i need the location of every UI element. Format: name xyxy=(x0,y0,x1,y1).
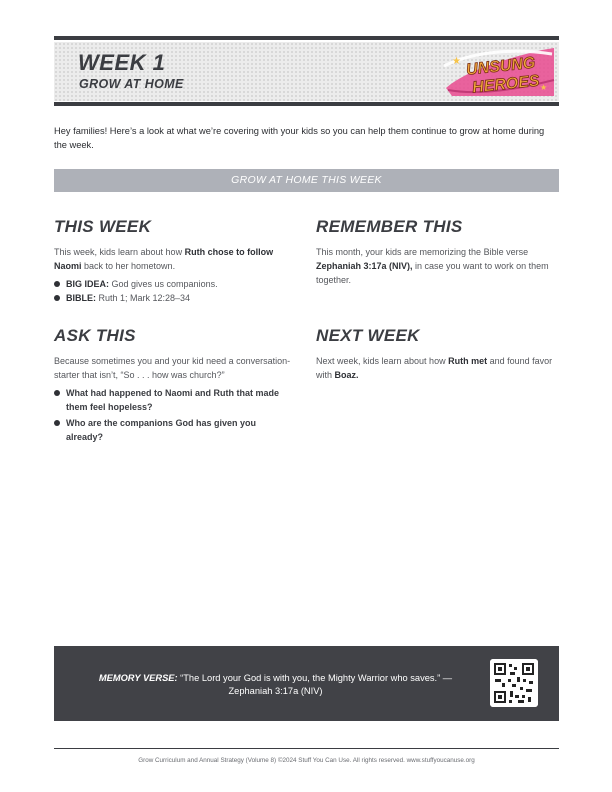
this-week-section xyxy=(54,217,294,305)
svg-text:★: ★ xyxy=(540,83,548,92)
ask-this-questions xyxy=(54,386,294,444)
svg-text:HEROES: HEROES xyxy=(471,72,541,97)
footer-text: Grow Curriculum and Annual Strategy (Volume 8) ©2024 Stuff You Can Use. All rights reserved. www.stuffyoucanuse.org xyxy=(138,757,475,764)
qr-code-icon[interactable] xyxy=(490,659,538,707)
memory-verse-text: MEMORY VERSE: “The Lord your God is with you, the Mighty Warrior who saves.” — Zephaniah 3:17a (NIV) xyxy=(98,673,453,696)
next-week-text: Next week, kids learn about how Ruth met and found favor with Boaz. xyxy=(316,356,553,380)
svg-text:UNSUNG: UNSUNG xyxy=(465,54,537,79)
ask-this-section xyxy=(54,326,294,446)
header-bottom-rule xyxy=(54,102,559,106)
remember-this-text: This month, your kids are memorizing the Bible verse Zephaniah 3:17a (NIV), in case you want to work on them together. xyxy=(316,247,549,285)
this-week-text: This week, kids learn about how Ruth chose to follow Naomi back to her hometown. xyxy=(54,247,274,271)
this-week-heading: THIS WEEK xyxy=(54,217,152,236)
grow-at-home-banner: GROW AT HOME THIS WEEK xyxy=(54,169,559,192)
remember-this-section xyxy=(316,217,556,287)
footer-rule xyxy=(54,748,559,749)
question-item: What had happened to Naomi and Ruth that made them feel hopeless? xyxy=(54,386,294,414)
next-week-section xyxy=(316,326,556,382)
ask-this-heading: ASK THIS xyxy=(54,326,136,345)
big-idea-item: BIG IDEA: God gives us companions. xyxy=(54,277,294,291)
ask-this-text: Because sometimes you and your kid need a conversation-starter that isn’t, “So . . . how was church?” xyxy=(54,356,291,380)
intro-text: Hey families! Here’s a look at what we’re covering with your kids so you can help them continue to grow at home during the week. xyxy=(54,126,545,150)
remember-this-heading: REMEMBER THIS xyxy=(316,217,463,236)
star-icon: ★ xyxy=(452,56,461,67)
bible-item: BIBLE: Ruth 1; Mark 12:28–34 xyxy=(54,291,294,305)
header-top-rule xyxy=(54,36,559,40)
page-title: WEEK 1 xyxy=(78,50,166,75)
memory-verse-box xyxy=(54,646,559,721)
question-item: Who are the companions God has given you already? xyxy=(54,416,294,444)
page-subtitle: GROW AT HOME xyxy=(79,77,184,91)
unsung-heroes-logo xyxy=(432,44,559,99)
this-week-bullets xyxy=(54,277,294,305)
next-week-heading: NEXT WEEK xyxy=(316,326,420,345)
